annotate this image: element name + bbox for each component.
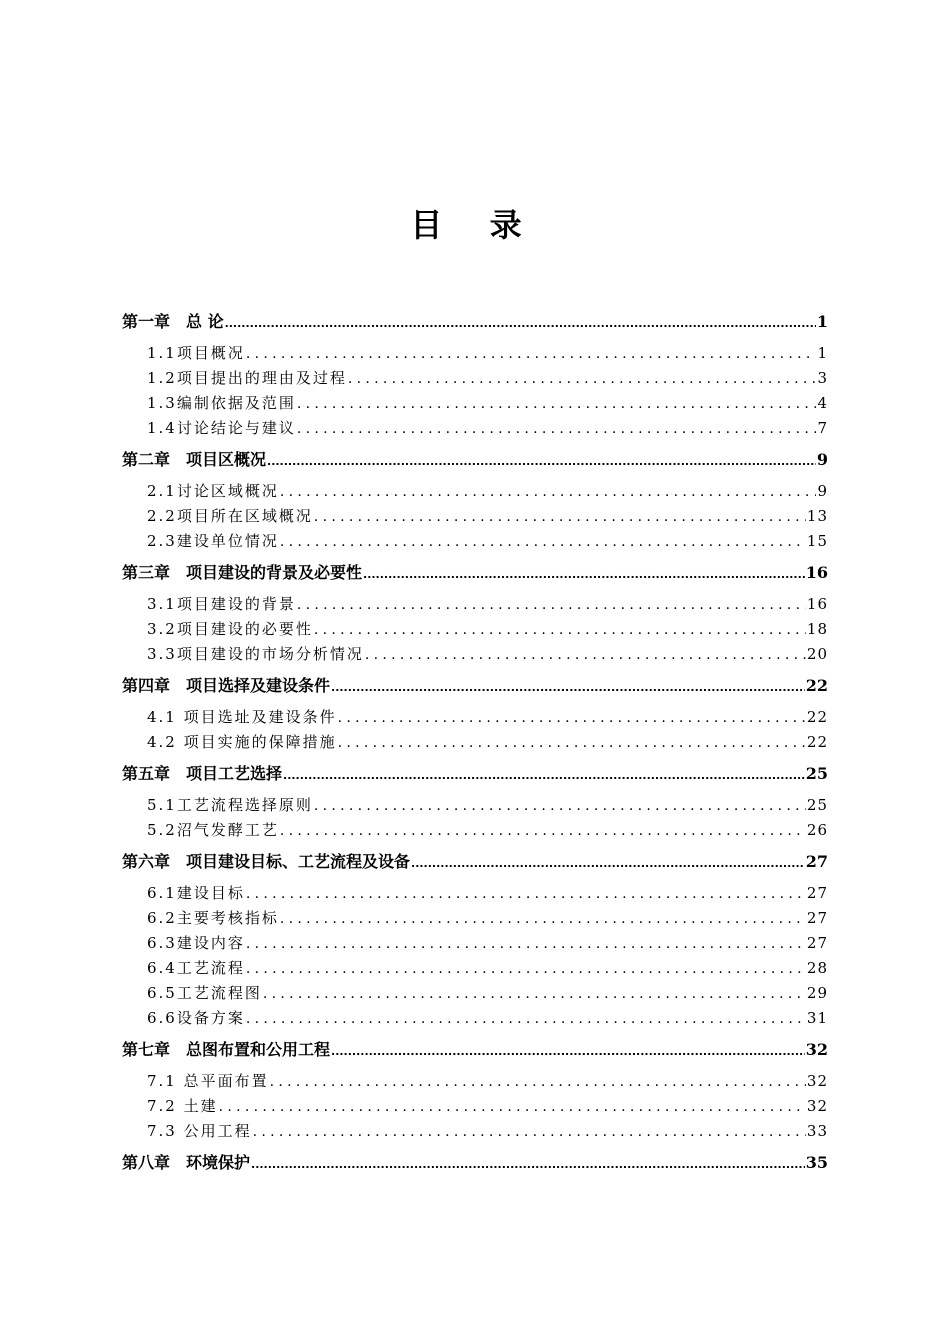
dot-leader bbox=[267, 444, 816, 475]
toc-section-page-number: 26 bbox=[806, 821, 828, 839]
toc-section-label: 3.3项目建设的市场分析情况 bbox=[147, 642, 365, 667]
toc-section[interactable] bbox=[122, 1119, 828, 1144]
toc-section-label: 5.1工艺流程选择原则 bbox=[147, 793, 314, 818]
dot-leader bbox=[363, 557, 805, 588]
toc-section[interactable] bbox=[122, 1069, 828, 1094]
toc-section-label: 6.4工艺流程 bbox=[147, 956, 246, 981]
toc-chapter[interactable] bbox=[122, 846, 828, 877]
toc-chapter-label: 第五章 项目工艺选择 bbox=[122, 758, 283, 789]
dot-leader bbox=[219, 1094, 806, 1119]
toc-chapter-page-number: 32 bbox=[805, 1040, 828, 1059]
toc-section[interactable] bbox=[122, 642, 828, 667]
toc-section-page-number: 27 bbox=[806, 934, 828, 952]
toc-section-page-number: 4 bbox=[817, 394, 828, 412]
toc-section-page-number: 28 bbox=[806, 959, 828, 977]
toc-chapter[interactable] bbox=[122, 557, 828, 588]
toc-chapter-page-number: 35 bbox=[805, 1153, 828, 1172]
toc-section[interactable] bbox=[122, 793, 828, 818]
toc-section-page-number: 20 bbox=[806, 645, 828, 663]
toc-section-label: 1.1项目概况 bbox=[147, 341, 246, 366]
toc-section[interactable] bbox=[122, 730, 828, 755]
dot-leader bbox=[280, 529, 806, 554]
toc-chapter-page-number: 22 bbox=[805, 676, 828, 695]
toc-section-label: 3.2项目建设的必要性 bbox=[147, 617, 314, 642]
dot-leader bbox=[251, 1147, 805, 1178]
toc-section-label: 1.2项目提出的理由及过程 bbox=[147, 366, 348, 391]
toc-section-label: 7.1 总平面布置 bbox=[147, 1069, 270, 1094]
dot-leader bbox=[283, 758, 805, 789]
toc-section-page-number: 27 bbox=[806, 909, 828, 927]
toc-chapter[interactable] bbox=[122, 444, 828, 475]
dot-leader bbox=[411, 846, 805, 877]
toc-section[interactable] bbox=[122, 341, 828, 366]
toc-section[interactable] bbox=[122, 1094, 828, 1119]
dot-leader bbox=[297, 416, 817, 441]
toc-section-label: 2.1讨论区域概况 bbox=[147, 479, 280, 504]
toc-section-label: 2.2项目所在区域概况 bbox=[147, 504, 314, 529]
toc-section-page-number: 22 bbox=[806, 708, 828, 726]
toc-section-page-number: 32 bbox=[806, 1072, 828, 1090]
dot-leader bbox=[280, 479, 817, 504]
toc-section[interactable] bbox=[122, 366, 828, 391]
toc-section-label: 2.3建设单位情况 bbox=[147, 529, 280, 554]
dot-leader bbox=[246, 956, 806, 981]
toc-chapter-page-number: 25 bbox=[805, 764, 828, 783]
toc-section[interactable] bbox=[122, 529, 828, 554]
toc-section-label: 6.6设备方案 bbox=[147, 1006, 246, 1031]
page-title: 目 录 bbox=[410, 206, 540, 244]
dot-leader bbox=[246, 1006, 806, 1031]
toc-section-page-number: 31 bbox=[806, 1009, 828, 1027]
toc-chapter-label: 第二章 项目区概况 bbox=[122, 444, 267, 475]
toc-chapter-label: 第三章 项目建设的背景及必要性 bbox=[122, 557, 363, 588]
dot-leader bbox=[331, 1034, 805, 1065]
toc-section-page-number: 32 bbox=[806, 1097, 828, 1115]
toc-section[interactable] bbox=[122, 818, 828, 843]
toc-section[interactable] bbox=[122, 881, 828, 906]
toc-section[interactable] bbox=[122, 906, 828, 931]
toc-chapter[interactable] bbox=[122, 670, 828, 701]
dot-leader bbox=[314, 504, 806, 529]
toc-section-label: 3.1项目建设的背景 bbox=[147, 592, 297, 617]
toc-section[interactable] bbox=[122, 504, 828, 529]
dot-leader bbox=[280, 906, 806, 931]
toc-section-label: 1.3编制依据及范围 bbox=[147, 391, 297, 416]
toc-section-label: 6.5工艺流程图 bbox=[147, 981, 263, 1006]
toc-section[interactable] bbox=[122, 931, 828, 956]
toc-section[interactable] bbox=[122, 416, 828, 441]
dot-leader bbox=[338, 730, 806, 755]
dot-leader bbox=[280, 818, 806, 843]
toc-chapter-page-number: 9 bbox=[816, 450, 828, 469]
toc-chapter[interactable] bbox=[122, 758, 828, 789]
dot-leader bbox=[314, 793, 806, 818]
toc-section[interactable] bbox=[122, 981, 828, 1006]
dot-leader bbox=[225, 306, 816, 337]
toc-section-label: 7.3 公用工程 bbox=[147, 1119, 253, 1144]
toc-section-page-number: 3 bbox=[817, 369, 828, 387]
toc-section-label: 4.1 项目选址及建设条件 bbox=[147, 705, 338, 730]
dot-leader bbox=[297, 592, 806, 617]
toc-chapter[interactable] bbox=[122, 1034, 828, 1065]
toc-section-label: 6.3建设内容 bbox=[147, 931, 246, 956]
dot-leader bbox=[246, 881, 806, 906]
toc-section-page-number: 7 bbox=[817, 419, 828, 437]
toc-section-page-number: 13 bbox=[806, 507, 828, 525]
toc-section[interactable] bbox=[122, 956, 828, 981]
toc-section-label: 4.2 项目实施的保障措施 bbox=[147, 730, 338, 755]
toc-chapter-label: 第七章 总图布置和公用工程 bbox=[122, 1034, 331, 1065]
toc-chapter-page-number: 1 bbox=[816, 312, 828, 331]
dot-leader bbox=[314, 617, 806, 642]
toc-section-label: 5.2沼气发酵工艺 bbox=[147, 818, 280, 843]
dot-leader bbox=[263, 981, 806, 1006]
toc-section-page-number: 27 bbox=[806, 884, 828, 902]
toc-section-page-number: 22 bbox=[806, 733, 828, 751]
toc-chapter-page-number: 27 bbox=[805, 852, 828, 871]
toc-section-label: 7.2 土建 bbox=[147, 1094, 219, 1119]
toc-chapter-label: 第四章 项目选择及建设条件 bbox=[122, 670, 331, 701]
toc-section[interactable] bbox=[122, 479, 828, 504]
dot-leader bbox=[246, 931, 806, 956]
dot-leader bbox=[253, 1119, 806, 1144]
table-of-contents bbox=[122, 306, 828, 1178]
toc-section[interactable] bbox=[122, 705, 828, 730]
toc-chapter-label: 第一章 总 论 bbox=[122, 306, 225, 337]
toc-section-label: 6.2主要考核指标 bbox=[147, 906, 280, 931]
dot-leader bbox=[365, 642, 806, 667]
toc-section-page-number: 29 bbox=[806, 984, 828, 1002]
dot-leader bbox=[348, 366, 817, 391]
toc-chapter-label: 第八章 环境保护 bbox=[122, 1147, 251, 1178]
toc-chapter[interactable] bbox=[122, 306, 828, 337]
toc-section-label: 6.1建设目标 bbox=[147, 881, 246, 906]
dot-leader bbox=[297, 391, 817, 416]
toc-section-page-number: 18 bbox=[806, 620, 828, 638]
toc-section[interactable] bbox=[122, 1006, 828, 1031]
toc-chapter-label: 第六章 项目建设目标、工艺流程及设备 bbox=[122, 846, 411, 877]
dot-leader bbox=[246, 341, 817, 366]
dot-leader bbox=[338, 705, 806, 730]
toc-section-page-number: 9 bbox=[817, 482, 828, 500]
toc-section-page-number: 16 bbox=[806, 595, 828, 613]
toc-section[interactable] bbox=[122, 617, 828, 642]
toc-section-page-number: 25 bbox=[806, 796, 828, 814]
dot-leader bbox=[331, 670, 805, 701]
toc-section-page-number: 33 bbox=[806, 1122, 828, 1140]
toc-chapter-page-number: 16 bbox=[805, 563, 828, 582]
dot-leader bbox=[270, 1069, 806, 1094]
toc-section[interactable] bbox=[122, 391, 828, 416]
toc-section-label: 1.4讨论结论与建议 bbox=[147, 416, 297, 441]
toc-chapter[interactable] bbox=[122, 1147, 828, 1178]
toc-section-page-number: 15 bbox=[806, 532, 828, 550]
toc-section-page-number: 1 bbox=[817, 344, 828, 362]
toc-section[interactable] bbox=[122, 592, 828, 617]
